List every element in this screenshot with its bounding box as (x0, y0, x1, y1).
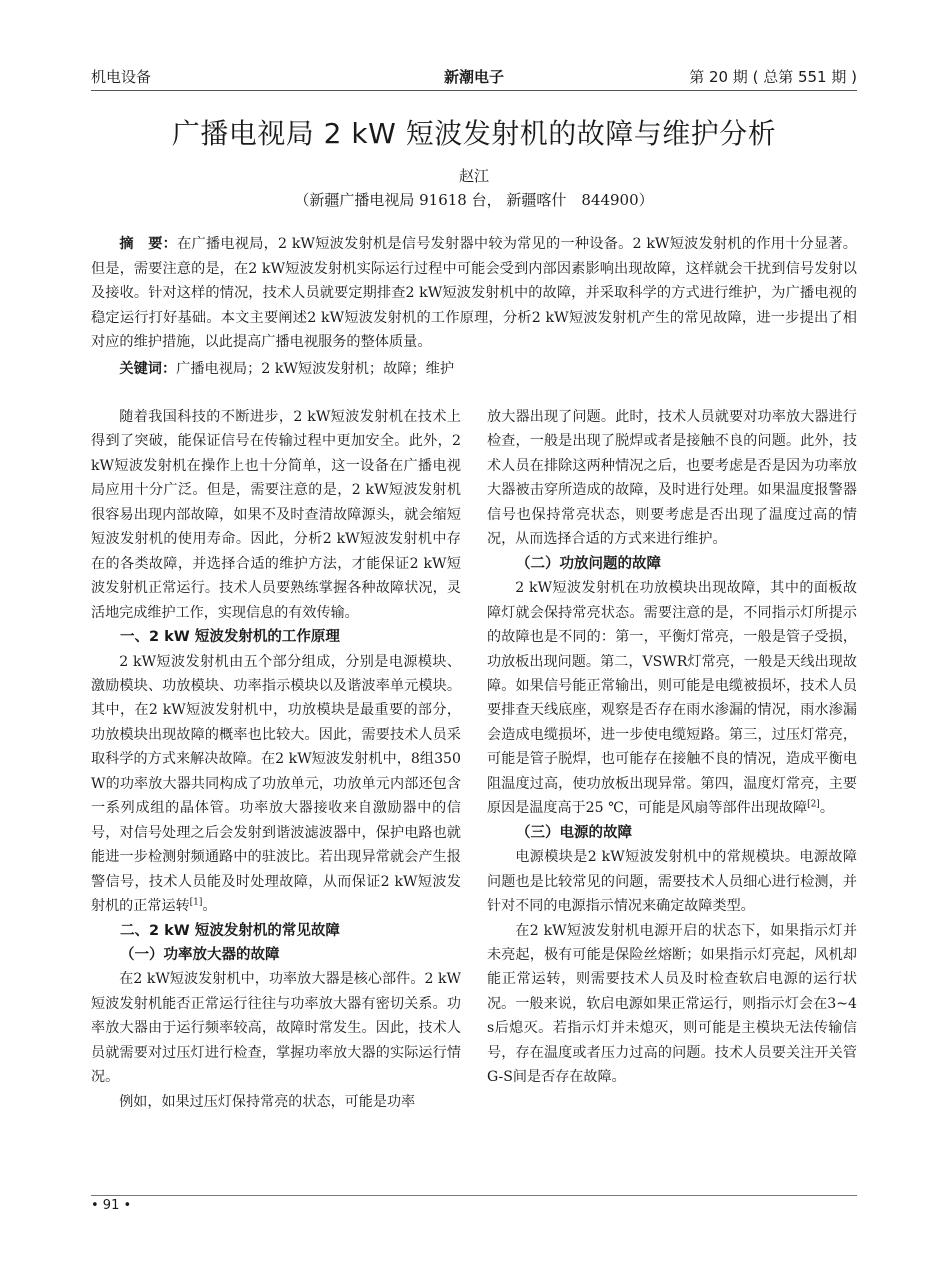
footer-divider (91, 1195, 857, 1196)
paragraph: 随着我国科技的不断进步，2 kW短波发射机在技术上得到了突破，能保证信号在传输过程中更加安全。此外，2 kW短波发射机在操作上也十分简单，这一设备在广播电视局应用十分广泛。但是，需要注意的是，2 kW短波发射机很容易出现内部故障，如果不及时查清故障源头，就会缩短短波发射机的使用寿命。因此，分析2 kW短波发射机中存在的各类故障，并选择合适的维护方法，才能保证2 kW短波发射机正常运行。技术人员要熟练掌握各种故障状况，灵活地完成维护工作，实现信息的有效传输。 (91, 409, 461, 621)
abstract (91, 232, 857, 355)
right-column (487, 405, 857, 1090)
article-affiliation: （新疆广播电视局 91618 台， 新疆喀什 844900） (294, 191, 654, 209)
header-divider (91, 90, 857, 91)
abstract-text: 在广播电视局，2 kW短波发射机是信号发射器中较为常见的一种设备。2 kW短波发射机的作用十分显著。但是，需要注意的是，在2 kW短波发射机实际运行过程中可能会受到内部因素影响出现故障，这样就会干扰到信号发射以及接收。针对这样的情况，技术人员就要定期排查2 kW短波发射机中的故障，并采取科学的方式进行维护，为广播电视的稳定运行打好基础。本文主要阐述2 kW短波发射机的工作原理，分析2 kW短波发射机产生的常见故障，进一步提出了相对应的维护措施，以此提高广播电视服务的整体质量。 (91, 236, 857, 351)
header-journal: 新潮电子 (443, 68, 504, 86)
citation-ref-1: [1] (189, 897, 203, 908)
paragraph: 电源模块是2 kW短波发射机中的常规模块。电源故障问题也是比较常见的问题，需要技术人员细心进行检测，并针对不同的电源指示情况来确定故障类型。 (487, 849, 857, 915)
paragraph-end: 。 (819, 800, 834, 817)
paragraph-continued: 放大器出现了问题。此时，技术人员就要对功率放大器进行检查，一般是出现了脱焊或者是接触不良的问题。此外，技术人员在排除这两种情况之后，也要考虑是否是因为功率放大器被击穿所造成的故障，及时进行处理。如果温度报警器信号也保持常亮状态，则要考虑是否出现了温度过高的情况，从而选择合适的方式来进行维护。 (487, 409, 857, 548)
keywords-text: 广播电视局；2 kW短波发射机；故障；维护 (176, 361, 455, 377)
keywords (91, 357, 857, 382)
paragraph-text: 2 kW短波发射机由五个部分组成，分别是电源模块、激励模块、功放模块、功率指示模块以及谐波率单元模块。其中，在2 kW短波发射机中，功放模块是最重要的部分，功放模块出现故障的概率也比较大。因此，需要技术人员采取科学的方式来解决故障。在2 kW短波发射机中，8组350 W的功率放大器共同构成了功放单元，功放单元内部还包含一系列成组的晶体管。功率放大器接收来自激励器中的信号，对信号处理之后会发射到谐波滤波器中，保护电路也就能进一步检测射频通路中的驻波比。若出现异常就会产生报警信号，技术人员能及时处理故障，从而保证2 kW短波发射机的正常运转 (91, 653, 461, 915)
subsection-heading-power-amp: （二）功放问题的故障 (516, 555, 661, 572)
paragraph (487, 576, 857, 821)
header-section: 机电设备 (91, 68, 152, 86)
paragraph-end: 。 (202, 898, 217, 915)
subsection-heading-amplifier: （一）功率放大器的故障 (120, 946, 280, 963)
page-number: • 91 • (91, 1198, 132, 1213)
paragraph-text: 2 kW短波发射机在功放模块出现故障，其中的面板故障灯就会保持常亮状态。需要注意的是，不同指示灯所提示的故障也是不同的：第一，平衡灯常亮，一般是管子受损，功放板出现问题。第二，VSWR灯常亮，一般是天线出现故障。如果信号能正常输出，则可能是电缆被损坏，技术人员要排查天线底座，观察是否存在雨水渗漏的情况，雨水渗漏会造成电缆损坏，进一步使电缆短路。第三，过压灯常亮，可能是管子脱焊，也可能存在接触不良的情况，造成平衡电阻温度过高，使功放板出现异常。第四，温度灯常亮，主要原因是温度高于25 ℃，可能是风扇等部件出现故障 (487, 580, 857, 817)
abstract-label: 摘 要： (119, 236, 178, 252)
citation-ref-2: [2] (807, 799, 820, 810)
paragraph (91, 650, 461, 919)
keywords-label: 关键词： (119, 361, 177, 377)
left-column (91, 405, 461, 1114)
paragraph: 在2 kW短波发射机中，功率放大器是核心部件。2 kW短波发射机能否正常运行往往与功率放大器有密切关系。功率放大器由于运行频率较高，故障时常发生。因此，技术人员就需要对过压灯进行检查，掌握功率放大器的实际运行情况。 (91, 971, 461, 1086)
running-header (91, 60, 857, 90)
section-heading-1: 一、2 kW 短波发射机的工作原理 (120, 629, 340, 646)
paragraph: 例如，如果过压灯保持常亮的状态，可能是功率 (119, 1093, 416, 1110)
header-issue: 第 20 期 ( 总第 551 期 ) (689, 68, 857, 86)
article-title: 广播电视局 2 kW 短波发射机的故障与维护分析 (171, 117, 777, 150)
paragraph: 在2 kW短波发射机电源开启的状态下，如果指示灯并未亮起，极有可能是保险丝熔断；如果指示灯亮起，风机却能正常运转，则需要技术人员及时检查软启电源的运行状况。一般来说，软启电源如果正常运行，则指示灯会在3~4 s后熄灭。若指示灯并未熄灭，则可能是主模块无法传输信号，存在温度或者压力过高的问题。技术人员要关注开关管G-S间是否存在故障。 (487, 922, 857, 1086)
section-heading-2: 二、2 kW 短波发射机的常见故障 (120, 922, 340, 939)
subsection-heading-power-supply: （三）电源的故障 (516, 824, 632, 841)
article-author: 赵江 (458, 167, 489, 185)
